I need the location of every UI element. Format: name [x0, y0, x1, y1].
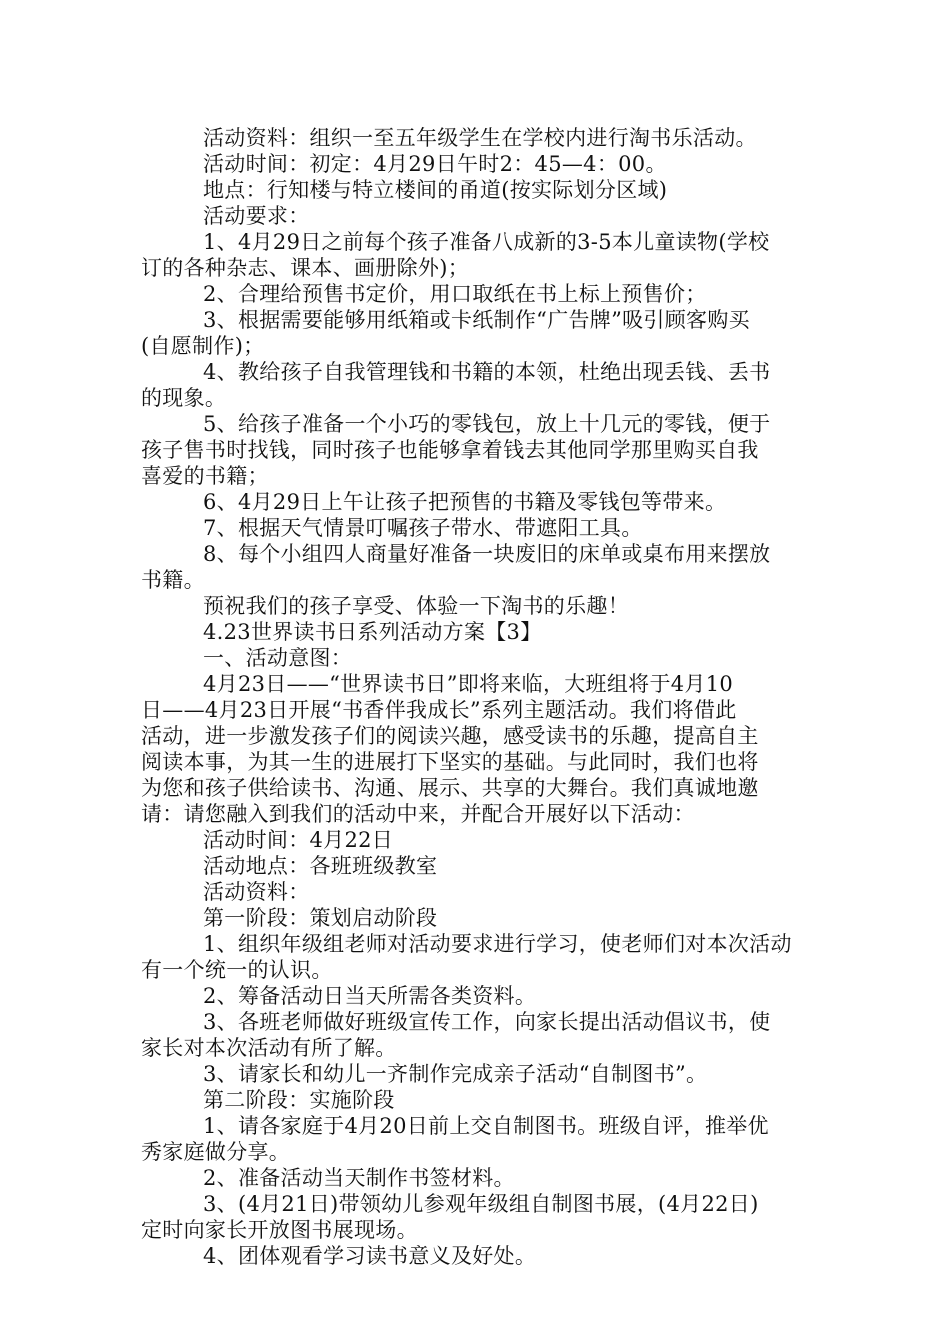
text-line: 7、根据天气情景叮嘱孩子带水、带遮阳工具。: [203, 516, 643, 540]
text-line: 2、筹备活动日当天所需各类资料。: [203, 984, 537, 1008]
text-line: 1、请各家庭于4月20日前上交自制图书。班级自评，推举优: [203, 1114, 769, 1138]
text-line: 2、准备活动当天制作书签材料。: [203, 1166, 515, 1190]
text-line: 第二阶段：实施阶段: [203, 1088, 395, 1112]
text-line: 预祝我们的孩子享受、体验一下淘书的乐趣！: [203, 594, 629, 618]
text-line: 活动地点：各班班级教室: [203, 854, 438, 878]
text-line: 4、教给孩子自我管理钱和书籍的本领，杜绝出现丢钱、丢书: [203, 360, 771, 384]
text-line: 1、4月29日之前每个孩子准备八成新的3-5本儿童读物(学校: [203, 230, 770, 254]
text-line: 请：请您融入到我们的活动中来，并配合开展好以下活动：: [141, 802, 695, 826]
text-line: 3、(4月21日)带领幼儿参观年级组自制图书展，(4月22日): [203, 1192, 759, 1216]
text-line: 6、4月29日上午让孩子把预售的书籍及零钱包等带来。: [203, 490, 727, 514]
text-line: 活动时间：4月22日: [203, 828, 394, 852]
text-line: 秀家庭做分享。: [141, 1140, 291, 1164]
text-line: 3、根据需要能够用纸箱或卡纸制作“广告牌”吸引顾客购买: [203, 308, 750, 332]
text-line: 日——4月23日开展“书香伴我成长”系列主题活动。我们将借此: [141, 698, 737, 722]
text-line: 4、团体观看学习读书意义及好处。: [203, 1244, 537, 1268]
text-line: 活动资料：: [203, 880, 310, 904]
text-line: 活动要求：: [203, 204, 310, 228]
text-line: 3、请家长和幼儿一齐制作完成亲子活动“自制图书”。: [203, 1062, 708, 1086]
text-line: 2、合理给预售书定价，用口取纸在书上标上预售价；: [203, 282, 707, 306]
text-line: 阅读本事，为其一生的进展打下坚实的基础。与此同时，我们也将: [141, 750, 759, 774]
text-line: 第一阶段：策划启动阶段: [203, 906, 438, 930]
text-line: 喜爱的书籍；: [141, 464, 269, 488]
text-line: 1、组织年级组老师对活动要求进行学习，使老师们对本次活动: [203, 932, 792, 956]
text-line: 有一个统一的认识。: [141, 958, 333, 982]
text-line: 5、给孩子准备一个小巧的零钱包，放上十几元的零钱，便于: [203, 412, 771, 436]
text-line: 4月23日——“世界读书日”即将来临，大班组将于4月10: [203, 672, 734, 696]
text-line: 为您和孩子供给读书、沟通、展示、共享的大舞台。我们真诚地邀: [141, 776, 759, 800]
text-line: 活动资料：组织一至五年级学生在学校内进行淘书乐活动。: [203, 126, 757, 150]
text-line: 孩子售书时找钱，同时孩子也能够拿着钱去其他同学那里购买自我: [141, 438, 759, 462]
text-line: 活动时间：初定：4月29日午时2：45—4：00。: [203, 152, 667, 176]
text-line: 定时向家长开放图书展现场。: [141, 1218, 418, 1242]
text-line: 的现象。: [141, 386, 227, 410]
text-line: 书籍。: [141, 568, 205, 592]
text-line: 8、每个小组四人商量好准备一块废旧的床单或桌布用来摆放: [203, 542, 771, 566]
text-line: 家长对本次活动有所了解。: [141, 1036, 397, 1060]
section-heading: 4.23世界读书日系列活动方案【3】: [203, 620, 542, 644]
text-line: 订的各种杂志、课本、画册除外)；: [141, 256, 469, 280]
text-line: 活动，进一步激发孩子们的阅读兴趣，感受读书的乐趣，提高自主: [141, 724, 759, 748]
text-line: 地点：行知楼与特立楼间的甬道(按实际划分区域): [203, 178, 668, 202]
text-line: (自愿制作)；: [141, 334, 265, 358]
text-line: 3、各班老师做好班级宣传工作，向家长提出活动倡议书，使: [203, 1010, 771, 1034]
text-line: 一、活动意图：: [203, 646, 353, 670]
